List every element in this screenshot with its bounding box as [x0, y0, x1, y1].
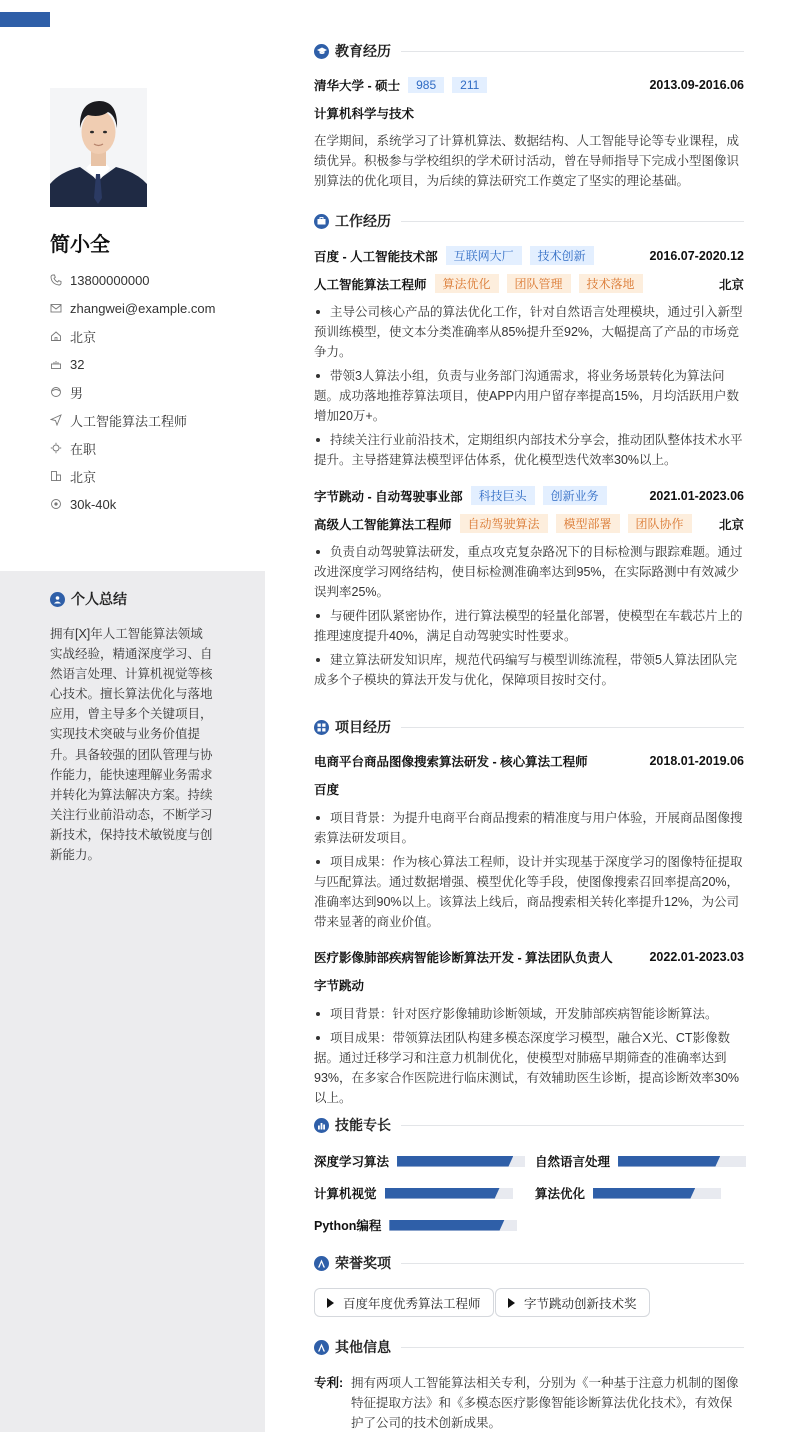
role-tag: 模型部署	[556, 514, 620, 533]
age-icon	[50, 358, 62, 370]
company-tag: 互联网大厂	[446, 246, 522, 265]
project-date: 2022.01-2023.03	[649, 950, 744, 964]
project-date: 2018.01-2019.06	[649, 754, 744, 768]
bullet-text: 与硬件团队紧密协作，进行算法模型的轻量化部署，使模型在车载芯片上的推理速度提升40%，满足自动驾驶实时性要求。	[314, 609, 743, 643]
gender-icon	[50, 386, 62, 398]
job-bullet	[314, 650, 744, 690]
job-city: 北京	[718, 517, 744, 532]
projects-title: 项目经历	[335, 719, 391, 735]
skill-item	[314, 1184, 513, 1202]
award-badge	[314, 1288, 494, 1317]
project-bullet	[314, 852, 744, 932]
city-text: 北京	[70, 469, 97, 485]
education-tag: 985	[408, 77, 444, 93]
skill-item	[535, 1152, 746, 1170]
patent-label: 专利:	[314, 1376, 344, 1390]
education-tag: 211	[452, 77, 487, 93]
skill-name: 深度学习算法	[314, 1155, 390, 1169]
bullet-text: 项目背景：为提升电商平台商品搜索的精准度与用户体验，开展商品图像搜索算法研发项目。	[314, 811, 743, 845]
skills-heading	[314, 1115, 744, 1135]
skill-fill	[593, 1188, 695, 1199]
role-tag: 团队协作	[628, 514, 692, 533]
company-tag: 创新业务	[543, 486, 607, 505]
skill-fill	[397, 1156, 513, 1167]
skill-name: 算法优化	[535, 1187, 586, 1201]
heading-divider	[401, 727, 744, 728]
job-role: 人工智能算法工程师	[314, 277, 427, 292]
summary-heading	[50, 589, 127, 609]
info-gender	[50, 378, 215, 406]
send-icon	[50, 414, 62, 426]
info-position	[50, 406, 215, 434]
summary-title-text: 个人总结	[71, 591, 127, 607]
graduation-cap-icon	[314, 44, 329, 59]
bullet-text: 带领3人算法小组，负责与业务部门沟通需求，将业务场景转化为算法问题。成功落地推荐算法项目，使APP内用户留存率提高15%，月均活跃用户数增加20万+。	[314, 369, 740, 423]
user-circle-icon	[50, 592, 65, 607]
job-bullet	[314, 302, 744, 362]
role-tag: 技术落地	[579, 274, 643, 293]
bullet-text: 项目成果：作为核心算法工程师，设计并实现基于深度学习的图像特征提取与匹配算法。通过数据增强、模型优化等手段，使图像搜索召回率提高20%，准确率达到90%以上。该算法上线后，商品搜索相关转化率提升12%，为公司带来显著的商业价值。	[314, 855, 743, 929]
phone-text: 13800000000	[70, 272, 150, 288]
skill-fill	[389, 1220, 504, 1231]
awards-title: 荣誉奖项	[335, 1255, 391, 1271]
award-icon	[314, 1256, 329, 1271]
education-description: 在学期间，系统学习了计算机算法、数据结构、人工智能导论等专业课程，成绩优异。积极参与学校组织的学术研讨活动，曾在导师指导下完成小型图像识别算法的优化项目，为后续的算法研究工作奠定了坚实的理论基础。	[314, 134, 740, 188]
heading-divider	[401, 221, 744, 222]
job-date: 2016.07-2020.12	[649, 248, 744, 263]
project-name-row	[314, 948, 744, 966]
other-title: 其他信息	[335, 1339, 391, 1355]
home-icon	[50, 330, 62, 342]
mail-icon	[50, 302, 62, 314]
avatar	[50, 88, 147, 207]
info-icon	[314, 1340, 329, 1355]
award-badge	[495, 1288, 650, 1317]
job-role: 高级人工智能算法工程师	[314, 517, 452, 532]
skill-bar	[593, 1188, 721, 1199]
education-major: 计算机科学与技术	[314, 107, 415, 121]
company-tag: 技术创新	[530, 246, 594, 265]
job-date: 2021.01-2023.06	[649, 488, 744, 503]
info-phone	[50, 266, 215, 294]
info-age	[50, 350, 215, 378]
job-company: 字节跳动 - 自动驾驶事业部	[314, 489, 463, 504]
bullet-text: 持续关注行业前沿技术，定期组织内部技术分享会，推动团队整体技术水平提升。主导搭建算法模型评估体系，优化模型迭代效率30%以上。	[314, 433, 743, 467]
salary-text: 30k-40k	[70, 496, 117, 512]
info-salary	[50, 490, 215, 518]
work-heading	[314, 211, 744, 231]
briefcase-icon	[314, 214, 329, 229]
skill-bar	[385, 1188, 513, 1199]
info-status	[50, 434, 215, 462]
age-text: 32	[70, 356, 85, 372]
project-bullet	[314, 808, 744, 848]
corner-accent-bar	[0, 12, 50, 27]
skill-name: 自然语言处理	[535, 1155, 611, 1169]
info-home	[50, 322, 215, 350]
play-icon	[327, 1298, 334, 1308]
work-title: 工作经历	[335, 213, 391, 229]
avatar-photo-icon	[50, 88, 147, 207]
gender-text: 男	[70, 385, 84, 401]
info-email	[50, 294, 215, 322]
award-text: 字节跳动创新技术奖	[524, 1296, 637, 1311]
role-tag: 自动驾驶算法	[460, 514, 548, 533]
bullet-text: 负责自动驾驶算法研发，重点攻克复杂路况下的目标检测与跟踪难题。通过改进深度学习网络结构，使目标检测准确率达到95%，在实际路测中有效减少误判率25%。	[314, 545, 743, 599]
status-text: 在职	[70, 441, 97, 457]
skill-name: Python编程	[314, 1219, 382, 1233]
project-name-row	[314, 752, 744, 770]
building-icon	[50, 470, 62, 482]
heading-divider	[401, 1125, 744, 1126]
phone-icon	[50, 274, 62, 286]
job-city: 北京	[718, 277, 744, 292]
job-bullet	[314, 430, 744, 470]
skill-bar	[389, 1220, 517, 1231]
contact-info-list	[50, 266, 215, 518]
project-bullet	[314, 1028, 744, 1108]
bullet-text: 项目成果：带领算法团队构建多模态深度学习模型，融合X光、CT影像数据。通过迁移学习和注意力机制优化，使模型对肺癌早期筛查的准确率达到93%，在多家合作医院进行临床测试，有效辅助医生诊断，提高诊断效率30%以上。	[314, 1031, 740, 1105]
education-title: 教育经历	[335, 43, 391, 59]
email-text: zhangwei@example.com	[70, 300, 216, 316]
project-org-row	[314, 976, 744, 994]
project-org: 字节跳动	[314, 979, 365, 993]
skill-item	[314, 1152, 525, 1170]
job-role-row	[314, 274, 744, 293]
job-company-row	[314, 486, 744, 505]
skill-fill	[385, 1188, 500, 1199]
status-icon	[50, 442, 62, 454]
position-text: 人工智能算法工程师	[70, 413, 188, 429]
skill-bar	[397, 1156, 525, 1167]
education-heading	[314, 41, 744, 61]
skill-item	[535, 1184, 721, 1202]
job-company: 百度 - 人工智能技术部	[314, 249, 438, 264]
skill-bar	[618, 1156, 746, 1167]
project-name: 电商平台商品图像搜索算法研发 - 核心算法工程师	[314, 755, 588, 769]
project-org: 百度	[314, 783, 340, 797]
bullet-text: 主导公司核心产品的算法优化工作，针对自然语言处理模块，通过引入新型预训练模型，使文本分类准确率从85%提升至92%，大幅提高了产品的市场竞争力。	[314, 305, 743, 359]
heading-divider	[401, 51, 744, 52]
education-date: 2013.09-2016.06	[649, 78, 744, 92]
job-role-row	[314, 514, 744, 533]
grid-icon	[314, 720, 329, 735]
skills-title: 技能专长	[335, 1117, 391, 1133]
job-bullet	[314, 606, 744, 646]
play-icon	[508, 1298, 515, 1308]
project-name: 医疗影像肺部疾病智能诊断算法开发 - 算法团队负责人	[314, 951, 613, 965]
profile-name: 简小全	[50, 234, 110, 256]
home-text: 北京	[70, 329, 97, 345]
bullet-text: 建立算法研发知识库，规范代码编写与模型训练流程，带领5人算法团队完成多个子模块的算法开发与优化，保障项目按时交付。	[314, 653, 737, 687]
project-bullet	[314, 1004, 744, 1024]
heading-divider	[401, 1347, 744, 1348]
project-org-row	[314, 780, 744, 798]
award-text: 百度年度优秀算法工程师	[343, 1296, 481, 1311]
role-tag: 团队管理	[507, 274, 571, 293]
projects-heading	[314, 717, 744, 737]
skill-item	[314, 1216, 517, 1234]
education-major-row	[314, 104, 744, 122]
info-city	[50, 462, 215, 490]
other-heading	[314, 1337, 744, 1357]
bar-chart-icon	[314, 1118, 329, 1133]
education-header-row	[314, 76, 744, 94]
job-company-row	[314, 246, 744, 265]
patent-text: 拥有两项人工智能算法相关专利，分别为《一种基于注意力机制的图像特征提取方法》和《多模态医疗影像智能诊断算法优化技术》，有效保护了公司的技术创新成果。	[351, 1376, 739, 1430]
left-column	[0, 0, 265, 1432]
company-tag: 科技巨头	[471, 486, 535, 505]
summary-text: 拥有[X]年人工智能算法领域实战经验，精通深度学习、自然语言处理、计算机视觉等核心技术。擅长算法优化与落地应用，曾主导多个关键项目，实现技术突破与业务价值提升。具备较强的团队管理与协作能力，能快速理解业务需求并转化为算法解决方案。持续关注行业前沿动态，不断学习新技术，保持技术敏锐度与创新能力。	[50, 627, 213, 863]
job-bullet	[314, 542, 744, 602]
skill-fill	[618, 1156, 720, 1167]
awards-heading	[314, 1253, 744, 1273]
job-bullet	[314, 366, 744, 426]
heading-divider	[401, 1263, 744, 1264]
education-school: 清华大学 - 硕士	[314, 79, 401, 93]
skill-name: 计算机视觉	[314, 1187, 377, 1201]
role-tag: 算法优化	[435, 274, 499, 293]
bullet-text: 项目背景：针对医疗影像辅助诊断领域，开发肺部疾病智能诊断算法。	[330, 1007, 718, 1021]
salary-icon	[50, 498, 62, 510]
